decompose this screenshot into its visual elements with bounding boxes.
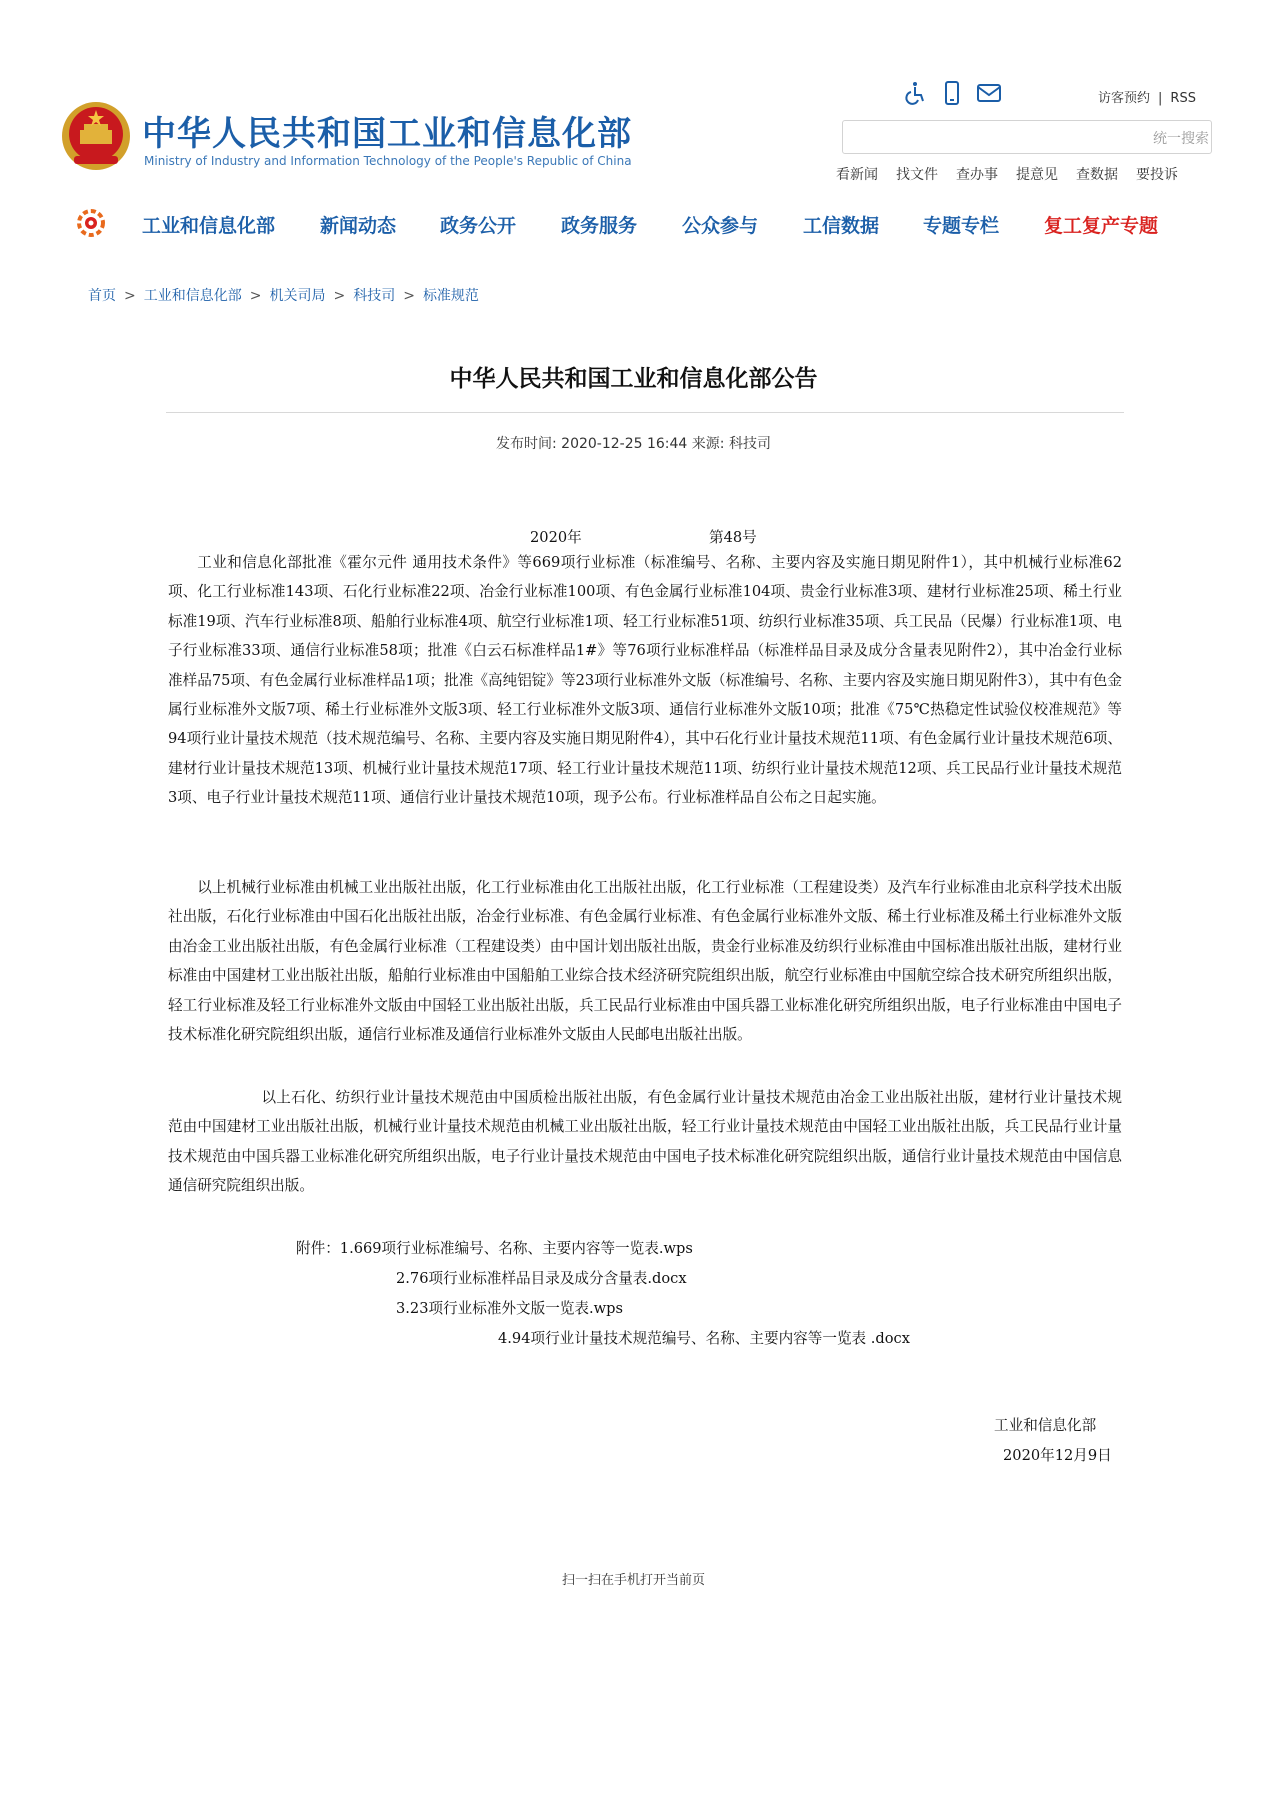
mobile-icon[interactable] [939, 80, 965, 106]
attachment-link-4[interactable]: 4.94项行业计量技术规范编号、名称、主要内容等一览表 .docx [498, 1330, 910, 1347]
quick-link-complaint[interactable]: 要投诉 [1136, 167, 1178, 183]
site-subtitle: Ministry of Industry and Information Technology of the People's Republic of China [144, 154, 632, 168]
breadcrumb [88, 285, 479, 305]
quick-link-files[interactable]: 找文件 [896, 167, 938, 183]
nav-item-ministry[interactable]: 工业和信息化部 [142, 215, 276, 237]
top-links-separator: | [1158, 91, 1163, 106]
search-button[interactable]: 统一搜索 [1153, 131, 1209, 147]
breadcrumb-ministry[interactable]: 工业和信息化部 [143, 288, 242, 304]
article-paragraph-1: 工业和信息化部批准《霍尔元件 通用技术条件》等669项行业标准（标准编号、名称、主要内容及实施日期见附件1），其中机械行业标准62项、化工行业标准143项、石化行业标准22项、冶金行业标准100项、有色金属行业标准104项、贵金行业标准3项、建材行业标准25项、稀土行业标准19项、汽车行业标准8项、船舶行业标准4项、航空行业标准1项、轻工行业标准51项、纺织行业标准35项、兵工民品（民爆）行业标准1项、电子行业标准33项、通信行业标准58项；批准《白云石标准样品1#》等76项行业标准样品（标准样品目录及成分含量表见附件2），其中冶金行业标准样品75项、有色金属行业标准样品1项；批准《高纯铝锭》等23项行业标准外文版（标准编号、名称、主要内容及实施日期见附件3），其中有色金属行业标准外文版7项、稀土行业标准外文版3项、轻工行业标准外文版3项、通信行业标准外文版10项；批准《75℃热稳定性试验仪校准规范》等94项行业计量技术规范（技术规范编号、名称、主要内容及实施日期见附件4），其中石化行业计量技术规范11项、有色金属行业计量技术规范6项、建材行业计量技术规范13项、机械行业计量技术规范17项、轻工行业计量技术规范11项、纺织行业计量技术规范12项、兵工民品行业计量技术规范3项、电子行业计量技术规范11项、通信行业计量技术规范10项，现予公布。行业标准样品自公布之日起实施。 [168, 554, 1122, 807]
scan-qr-text: 扫一扫在手机打开当前页 [561, 1573, 705, 1588]
article-paragraph-3: 以上石化、纺织行业计量技术规范由中国质检出版社出版，有色金属行业计量技术规范由冶金工业出版社出版，建材行业计量技术规范由中国建材工业出版社出版，机械行业计量技术规范由机械工业出版社出版，轻工行业计量技术规范由中国轻工业出版社出版，兵工民品行业计量技术规范由中国兵器工业标准化研究所组织出版，电子行业计量技术规范由中国电子技术标准化研究院组织出版，通信行业计量技术规范由中国信息通信研究院组织出版。 [168, 1089, 1122, 1195]
nav-item-open-government[interactable]: 政务公开 [440, 215, 517, 237]
breadcrumb-science-dept[interactable]: 科技司 [353, 288, 396, 304]
quick-link-services[interactable]: 查办事 [956, 167, 998, 183]
article-meta: 发布时间: 2020-12-25 16:44 来源: 科技司 [496, 436, 771, 452]
nav-item-resumption[interactable]: 复工复产专题 [1044, 215, 1159, 237]
title-divider [166, 412, 1124, 413]
breadcrumb-departments[interactable]: 机关司局 [269, 288, 326, 304]
rss-link[interactable]: RSS [1170, 91, 1196, 106]
breadcrumb-separator: > [333, 288, 346, 304]
breadcrumb-standards[interactable]: 标准规范 [422, 288, 479, 304]
doc-year: 2020年 [530, 529, 582, 546]
doc-number: 第48号 [709, 529, 757, 546]
nav-item-participation[interactable]: 公众参与 [682, 215, 759, 237]
visit-appointment-link[interactable]: 访客预约 [1098, 91, 1151, 106]
attachment-link-1[interactable]: 附件：1.669项行业标准编号、名称、主要内容等一览表.wps [296, 1240, 693, 1257]
breadcrumb-separator: > [403, 288, 415, 304]
quick-link-feedback[interactable]: 提意见 [1016, 167, 1058, 183]
article-title: 中华人民共和国工业和信息化部公告 [449, 366, 818, 392]
accessibility-icon[interactable] [902, 80, 928, 106]
breadcrumb-home[interactable]: 首页 [88, 288, 116, 304]
search-input[interactable] [851, 127, 1115, 149]
signature-date: 2020年12月9日 [1003, 1447, 1112, 1464]
quick-link-news[interactable]: 看新闻 [836, 167, 878, 183]
quick-links [836, 164, 1196, 184]
national-emblem-icon [60, 100, 132, 172]
quick-link-data[interactable]: 查数据 [1076, 167, 1118, 183]
nav-logo-icon [76, 208, 106, 238]
nav-item-services[interactable]: 政务服务 [561, 215, 638, 237]
article-paragraph-2: 以上机械行业标准由机械工业出版社出版，化工行业标准由化工出版社出版，化工行业标准（工程建设类）及汽车行业标准由北京科学技术出版社出版，石化行业标准由中国石化出版社出版，冶金行业标准、有色金属行业标准、有色金属行业标准外文版、稀土行业标准及稀土行业标准外文版由冶金工业出版社出版，有色金属行业标准（工程建设类）由中国计划出版社出版，贵金行业标准及纺织行业标准由中国标准出版社出版，建材行业标准由中国建材工业出版社出版，船舶行业标准由中国船舶工业综合技术经济研究院组织出版，航空行业标准由中国航空综合技术研究所组织出版，轻工行业标准及轻工行业标准外文版由中国轻工业出版社出版，兵工民品行业标准由中国兵器工业标准化研究所组织出版，电子行业标准由中国电子技术标准化研究院组织出版，通信行业标准及通信行业标准外文版由人民邮电出版社出版。 [168, 879, 1122, 1044]
nav-item-topics[interactable]: 专题专栏 [923, 215, 1000, 237]
signature-organization: 工业和信息化部 [994, 1417, 1097, 1434]
search-box [842, 120, 1212, 154]
nav-item-news[interactable]: 新闻动态 [320, 215, 397, 237]
site-title[interactable]: 中华人民共和国工业和信息化部 [142, 114, 632, 154]
attachment-link-3[interactable]: 3.23项行业标准外文版一览表.wps [396, 1300, 623, 1317]
top-links [1098, 87, 1196, 106]
attachment-link-2[interactable]: 2.76项行业标准样品目录及成分含量表.docx [396, 1270, 687, 1287]
mail-icon[interactable] [976, 80, 1002, 106]
breadcrumb-separator: > [124, 288, 136, 304]
nav-item-data[interactable]: 工信数据 [803, 215, 880, 237]
breadcrumb-separator: > [249, 288, 262, 304]
